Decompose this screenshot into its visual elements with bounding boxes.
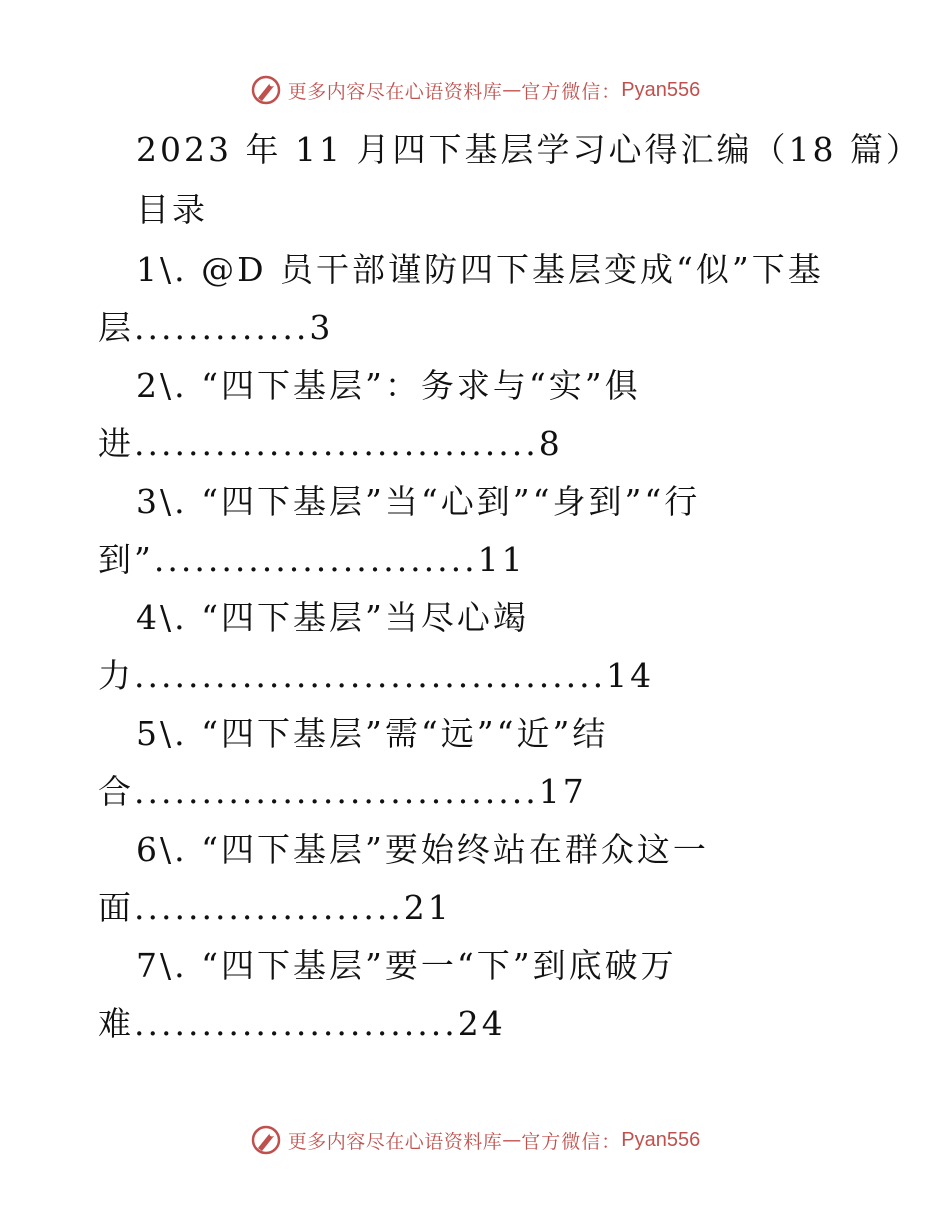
- watermark-wechat-id: Pyan556: [621, 78, 701, 101]
- pen-logo-icon: [250, 1124, 282, 1156]
- toc-entry-7-line1: 7\. “四下基层”要一“下”到底破万: [136, 946, 677, 985]
- toc-entry-3-page: 11: [477, 540, 526, 579]
- toc-entry-4-dots: ...................................: [134, 656, 607, 695]
- toc-entry-5-line1: 5\. “四下基层”需“远”“近”结: [136, 714, 609, 753]
- toc-entry-7-dots: ........................: [134, 1004, 458, 1043]
- toc-entry-1-head: 层: [98, 308, 134, 347]
- toc-entry-2-head: 进: [98, 424, 134, 463]
- watermark-text: 更多内容尽在心语资料库: [287, 1130, 503, 1153]
- watermark-wechat-id: Pyan556: [621, 1128, 701, 1151]
- toc-entry-2-page: 8: [538, 424, 563, 463]
- toc-entry-4-head: 力: [98, 656, 134, 695]
- toc-entry-4-page: 14: [606, 656, 655, 695]
- pen-logo-icon: [250, 74, 282, 106]
- toc-entry-3-head: 到”: [98, 540, 154, 579]
- toc-entry-7-page: 24: [457, 1004, 506, 1043]
- toc-entry-1-line2: [98, 302, 333, 349]
- toc-entry-3-line1: 3\. “四下基层”当“心到”“身到”“行: [136, 482, 701, 521]
- toc-entry-3-line2: [98, 534, 526, 581]
- toc-entry-3-dots: ........................: [153, 540, 478, 579]
- toc-entry-2-dots: ..............................: [134, 424, 539, 463]
- toc-entry-5-line2: [98, 766, 587, 813]
- toc-entry-6-dots: ....................: [134, 888, 404, 927]
- toc-entry-1-dots: .............: [134, 308, 310, 347]
- toc-entry-4-line2: [98, 650, 654, 697]
- toc-entry-5-page: 17: [538, 772, 587, 811]
- watermark-dash: —: [502, 79, 522, 101]
- watermark-wechat-label: 官方微信：: [521, 80, 622, 103]
- watermark-dash: —: [502, 1129, 522, 1151]
- toc-entry-6-line1: 6\. “四下基层”要始终站在群众这一: [136, 830, 709, 869]
- toc-entry-1-page: 3: [309, 308, 334, 347]
- toc-entry-6-head: 面: [98, 888, 134, 927]
- toc-entry-6-page: 21: [403, 888, 452, 927]
- watermark-text: 更多内容尽在心语资料库: [287, 80, 503, 103]
- toc-entry-7-line2: [98, 998, 506, 1045]
- toc-entry-6-line2: [98, 882, 452, 929]
- toc-entry-2-line2: [98, 418, 563, 465]
- toc-entry-2-line1: 2\. “四下基层”：务求与“实”俱: [136, 366, 641, 405]
- header-watermark: [0, 74, 950, 106]
- toc-entry-5-dots: ..............................: [134, 772, 539, 811]
- toc-entry-4-line1: 4\. “四下基层”当尽心竭: [136, 598, 529, 637]
- watermark-wechat-label: 官方微信：: [521, 1130, 622, 1153]
- toc-entry-7-head: 难: [98, 1004, 134, 1043]
- toc-heading: 目录: [136, 190, 208, 229]
- footer-watermark: [0, 1124, 950, 1156]
- toc-entry-1-line1: 1\. @D 员干部谨防四下基层变成“似”下基: [136, 250, 824, 289]
- toc-entry-5-head: 合: [98, 772, 134, 811]
- document-title: 2023 年 11 月四下基层学习心得汇编（18 篇）: [136, 130, 922, 169]
